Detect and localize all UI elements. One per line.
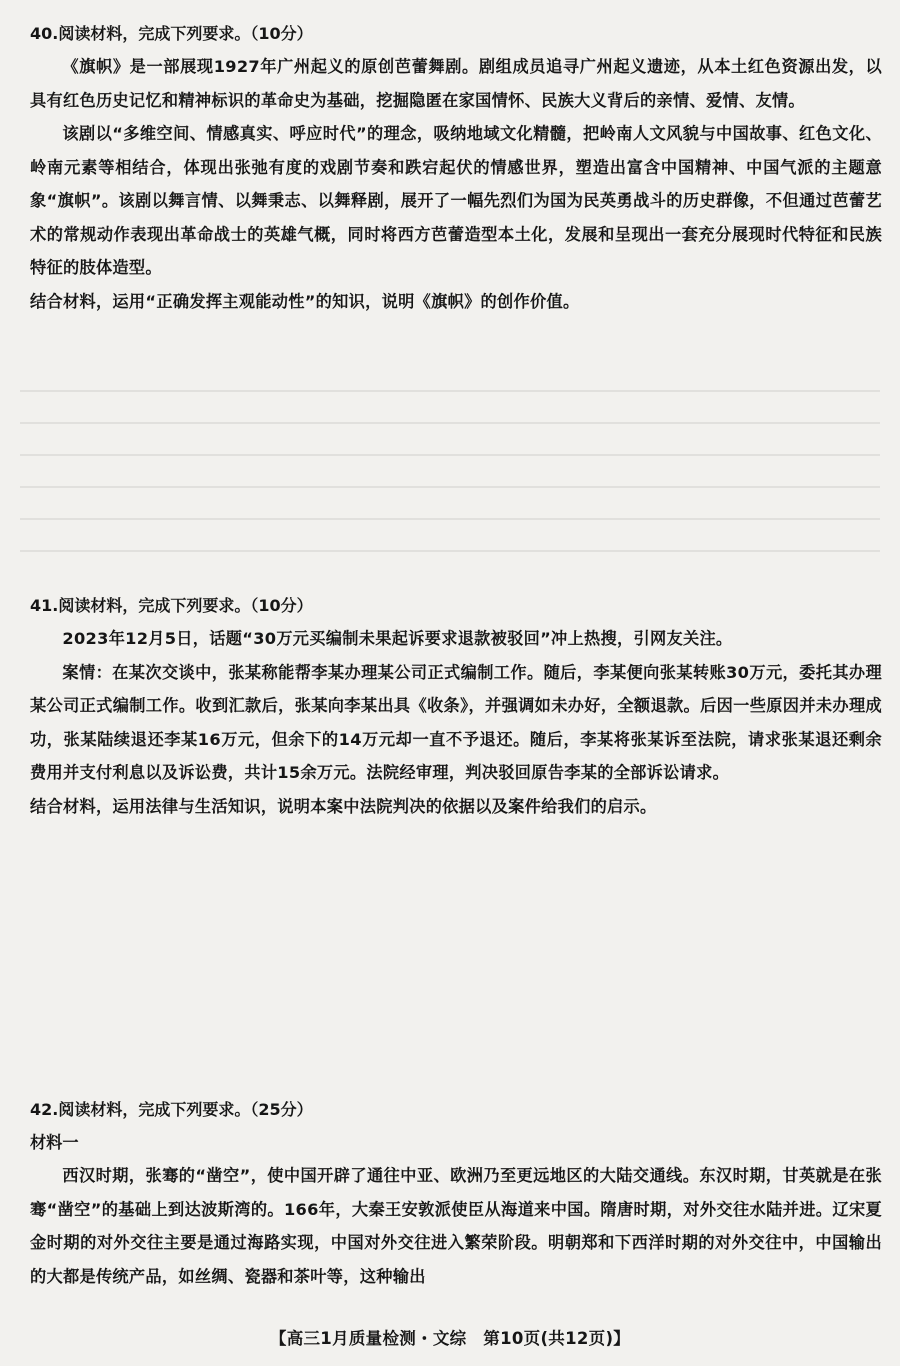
- question-42-material-label: 材料一: [30, 1133, 79, 1152]
- question-42: [30, 1096, 882, 1293]
- question-41-paragraph-2: 案情：在某次交谈中，张某称能帮李某办理某公司正式编制工作。随后，李某便向张某转账30万元，委托其办理某公司正式编制工作。收到汇款后，张某向李某出具《收条》，并强调如未办好，全额退款。后因一些原因并未办理成功，张某陆续退还李某16万元，但余下的14万元却一直不予退还。随后，李某将张某诉至法院，请求张某退还剩余费用并支付利息以及诉讼费，共计15余万元。法院经审理，判决驳回原告李某的全部诉讼请求。: [30, 662, 882, 782]
- page-footer: 【高三1月质量检测・文综 第10页(共12页)】: [269, 1329, 631, 1348]
- question-41-heading: 41.阅读材料，完成下列要求。（10分）: [30, 596, 313, 615]
- question-42-heading: 42.阅读材料，完成下列要求。（25分）: [30, 1100, 313, 1119]
- question-41-paragraph-1: 2023年12月5日，话题“30万元买编制未果起诉要求退款被驳回”冲上热搜，引网友关注。: [62, 629, 733, 648]
- question-40: [30, 20, 882, 318]
- question-40-task: 结合材料，运用“正确发挥主观能动性”的知识，说明《旗帜》的创作价值。: [30, 291, 580, 311]
- question-40-paragraph-2: 该剧以“多维空间、情感真实、呼应时代”的理念，吸纳地域文化精髓，把岭南人文风貌与中国故事、红色文化、岭南元素等相结合，体现出张弛有度的戏剧节奏和跌宕起伏的情感世界，塑造出富含中国精神、中国气派的主题意象“旗帜”。该剧以舞言情、以舞秉志、以舞释剧，展开了一幅先烈们为国为民英勇战斗的历史群像，不但通过芭蕾艺术的常规动作表现出革命战士的英雄气概，同时将西方芭蕾造型本土化，发展和呈现出一套充分展现时代特征和民族特征的肢体造型。: [30, 124, 882, 277]
- question-41: [30, 592, 882, 823]
- show-through-text: [20, 360, 880, 600]
- question-40-heading: 40.阅读材料，完成下列要求。（10分）: [30, 24, 313, 43]
- question-41-task: 结合材料，运用法律与生活知识，说明本案中法院判决的依据以及案件给我们的启示。: [30, 796, 657, 816]
- question-40-paragraph-1: 《旗帜》是一部展现1927年广州起义的原创芭蕾舞剧。剧组成员追寻广州起义遗迹，从本土红色资源出发，以具有红色历史记忆和精神标识的革命史为基础，挖掘隐匿在家国情怀、民族大义背后的亲情、爱情、友情。: [30, 57, 882, 110]
- question-42-paragraph-1: 西汉时期，张骞的“凿空”，使中国开辟了通往中亚、欧洲乃至更远地区的大陆交通线。东汉时期，甘英就是在张骞“凿空”的基础上到达波斯湾的。166年，大秦王安敦派使臣从海道来中国。隋唐时期，对外交往水陆并进。辽宋夏金时期的对外交往主要是通过海路实现，中国对外交往进入繁荣阶段。明朝郑和下西洋时期的对外交往中，中国输出的大都是传统产品，如丝绸、瓷器和茶叶等，这种输出: [30, 1166, 882, 1286]
